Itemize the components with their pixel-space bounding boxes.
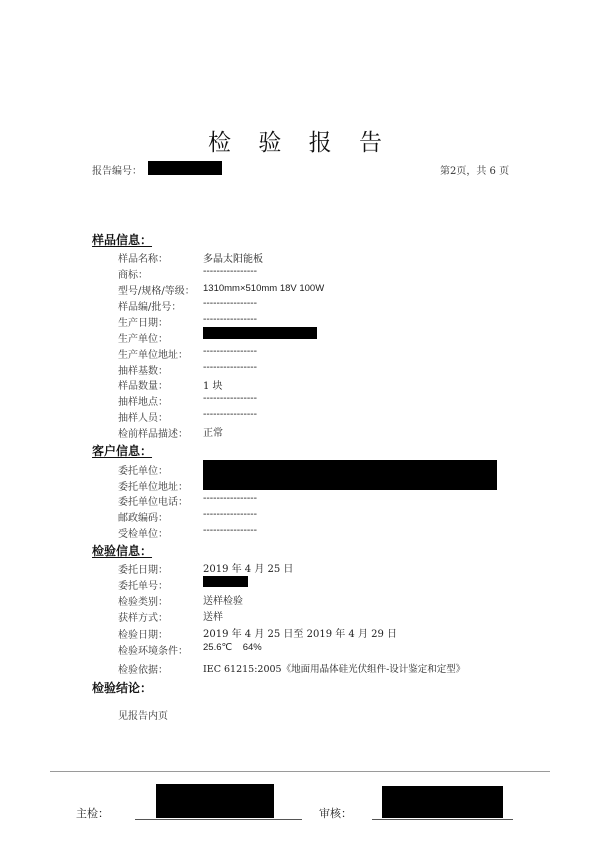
inspection-date-value: 2019 年 4 月 25 日至 2019 年 4 月 29 日 <box>203 629 398 640</box>
sample-quantity-label: 样品数量： <box>118 381 168 392</box>
pre-test-description-label: 检前样品描述： <box>118 429 188 440</box>
trademark-label: 商标： <box>118 270 148 281</box>
commission-number-label: 委托单号： <box>118 581 168 592</box>
postal-code-label: 邮政编码： <box>118 513 168 524</box>
inspection-date-label: 检验日期： <box>118 630 168 641</box>
sampling-location-label: 抽样地点： <box>118 397 168 408</box>
sampling-location-value: ---------------- <box>203 393 258 404</box>
trademark-value: ---------------- <box>203 266 258 277</box>
manufacturer-address-label: 生产单位地址： <box>118 350 188 361</box>
inspected-unit-value: ---------------- <box>203 525 258 536</box>
model-spec-label: 型号/规格/等级： <box>118 286 195 297</box>
commission-date-value: 2019 年 4 月 25 日 <box>203 564 294 575</box>
commission-date-label: 委托日期： <box>118 565 168 576</box>
sampling-base-value: ---------------- <box>203 362 258 373</box>
sample-quantity-value: 1 块 <box>203 381 223 392</box>
client-phone-value: ---------------- <box>203 493 258 504</box>
environment-label: 检验环境条件： <box>118 646 188 657</box>
batch-number-label: 样品编/批号： <box>118 302 182 313</box>
sample-acquisition-value: 送样 <box>203 612 223 623</box>
model-spec-value: 1310mm×510mm 18V 100W <box>203 283 325 294</box>
environment-value: 25.6℃ 64% <box>203 642 262 653</box>
inspection-type-label: 检验类别： <box>118 597 168 608</box>
sample-info-heading: 样品信息： <box>92 233 153 247</box>
footer-divider <box>50 771 550 772</box>
sample-acquisition-label: 获样方式： <box>118 613 168 624</box>
batch-number-value: ---------------- <box>203 298 258 309</box>
manufacturer-address-value: ---------------- <box>203 346 258 357</box>
inspector-signature-line <box>135 819 302 820</box>
redacted-manufacturer <box>203 327 317 339</box>
redacted-inspector-signature <box>156 784 274 818</box>
inspection-info-heading: 检验信息： <box>92 544 153 558</box>
client-unit-label: 委托单位： <box>118 466 168 477</box>
inspection-basis-label: 检验依据： <box>118 665 168 676</box>
conclusion-text: 见报告内页 <box>118 711 168 722</box>
sample-name-value: 多晶太阳能板 <box>203 254 263 265</box>
redacted-commission-number <box>203 576 248 587</box>
page-title: 检 验 报 告 <box>208 130 392 156</box>
sampling-base-label: 抽样基数： <box>118 366 168 377</box>
inspected-unit-label: 受检单位： <box>118 529 168 540</box>
pre-test-description-value: 正常 <box>203 428 223 439</box>
redacted-reviewer-signature <box>382 786 503 818</box>
client-phone-label: 委托单位电话： <box>118 497 188 508</box>
client-info-heading: 客户信息： <box>92 444 153 458</box>
inspector-label: 主检： <box>76 807 109 820</box>
sampling-staff-value: ---------------- <box>203 409 258 420</box>
redacted-report-number <box>148 161 222 175</box>
sampling-staff-label: 抽样人员： <box>118 413 168 424</box>
reviewer-label: 审核： <box>319 807 352 820</box>
production-date-label: 生产日期： <box>118 318 168 329</box>
postal-code-value: ---------------- <box>203 509 258 520</box>
conclusion-heading: 检验结论： <box>92 681 153 695</box>
sample-name-label: 样品名称： <box>118 254 168 265</box>
manufacturer-label: 生产单位： <box>118 334 168 345</box>
production-date-value: ---------------- <box>203 314 258 325</box>
reviewer-signature-line <box>372 819 513 820</box>
redacted-client-details <box>203 460 497 490</box>
client-address-label: 委托单位地址： <box>118 482 188 493</box>
inspection-type-value: 送样检验 <box>203 596 243 607</box>
inspection-basis-value: IEC 61215:2005《地面用晶体硅光伏组件-设计鉴定和定型》 <box>203 664 466 675</box>
page-info: 第2页，共 6 页 <box>440 166 510 177</box>
report-number-label: 报告编号： <box>92 166 142 177</box>
